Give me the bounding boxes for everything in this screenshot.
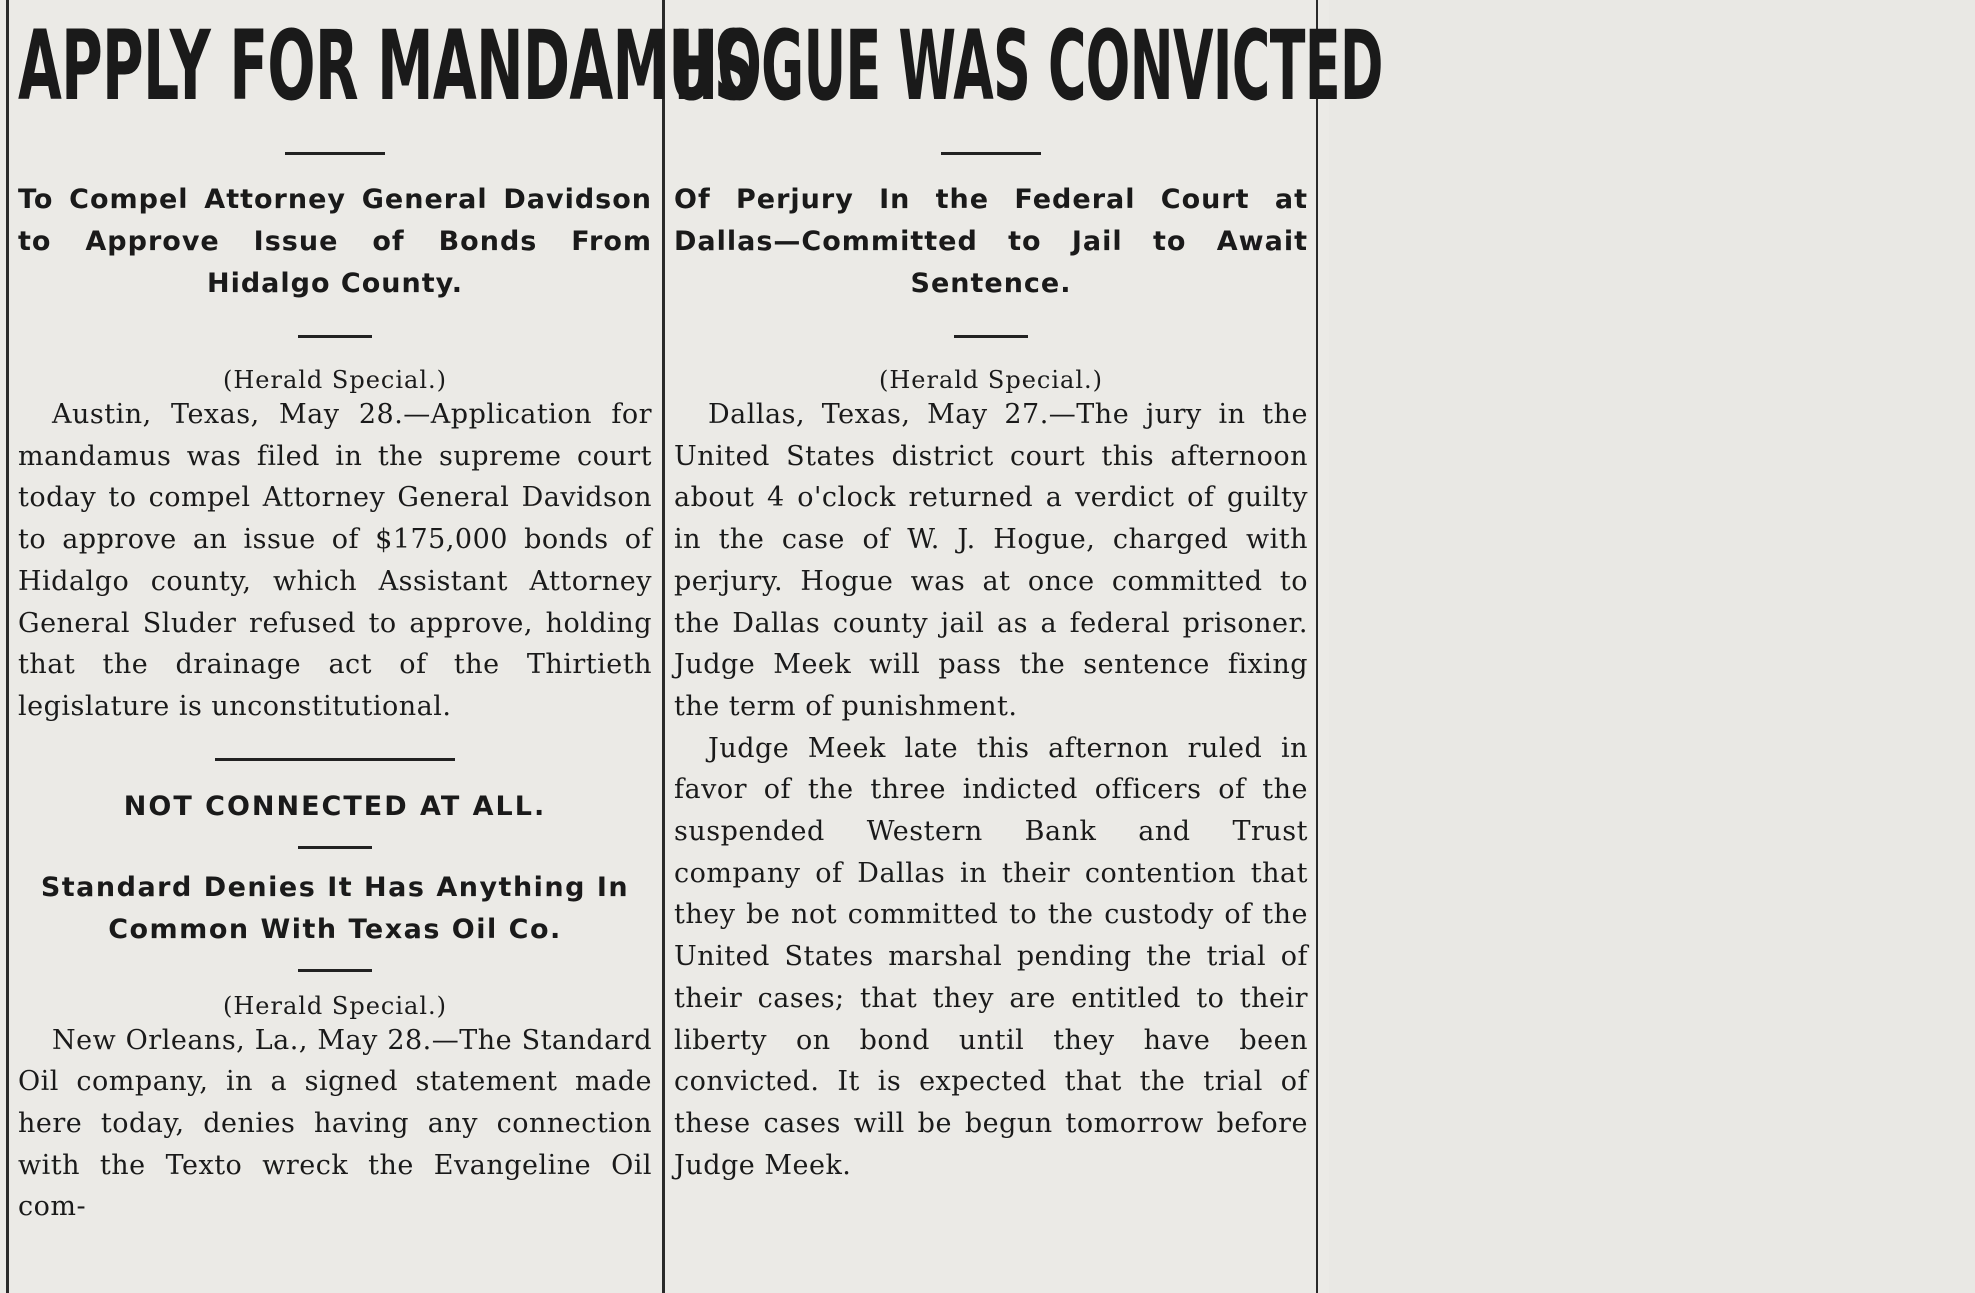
- dateline-hogue: (Herald Special.): [878, 366, 1104, 394]
- section-rule: [215, 758, 455, 761]
- body-hogue-paragraph: Dallas, Texas, May 27.—The jury in the United States district court this afternoon about 4 o'clock returned a verdict of guilty in the case of W. J. Hogue, charged with perjury. Hogue was at once committed to the Dallas county jail as a federal prisoner. Judge Meek will pass the sentence fixing the term of punishment.: [674, 399, 1308, 722]
- headline-hogue: HOGUE WAS CONVICTED: [674, 10, 1383, 122]
- column-rule-left: [6, 0, 9, 1293]
- divider-rule: [298, 846, 372, 849]
- dateline-not-connected: (Herald Special.): [222, 991, 448, 1020]
- divider-rule: [298, 969, 372, 972]
- deck-mandamus: To Compel Attorney General Davidson to Approve Issue of Bonds From Hidalgo County.: [18, 184, 652, 299]
- left-column: [18, 0, 755, 1293]
- divider-rule: [298, 335, 372, 338]
- divider-rule: [285, 152, 385, 155]
- deck-hogue: Of Perjury In the Federal Court at Dallas—Committed to Jail to Await Sentence.: [674, 184, 1308, 299]
- divider-rule: [941, 152, 1041, 155]
- column-rule-right: [1316, 0, 1318, 1293]
- headline-not-connected: NOT CONNECTED AT ALL.: [123, 790, 547, 822]
- dateline-mandamus: (Herald Special.): [222, 366, 448, 394]
- deck-not-connected: Standard Denies It Has Anything In Common With Texas Oil Co.: [40, 871, 630, 945]
- column-rule-middle: [662, 0, 665, 1293]
- right-column: [674, 0, 1383, 1293]
- headline-mandamus: APPLY FOR MANDAMUS: [18, 10, 755, 122]
- divider-rule: [954, 335, 1028, 338]
- body-mandamus: Austin, Texas, May 28.—Application for mandamus was filed in the supreme court today to compel Attorney General Davidson to approve an issue of $175,000 bonds of Hidalgo county, which Assistant Attorney General Sluder refused to approve, holding that the drainage act of the Thirtieth legislature is unconstitutional.: [18, 399, 652, 722]
- body-not-connected: New Orleans, La., May 28.—The Standard Oil company, in a signed statement made here today, denies having any connection with the Texto wreck the Evangeline Oil com-: [18, 1024, 652, 1223]
- body-hogue-paragraph: Judge Meek late this afternon ruled in favor of the three indicted officers of the suspended Western Bank and Trust company of Dallas in their contention that they be not committed to the custody of the United States marshal pending the trial of their cases; that they are entitled to their liberty on bond until they have been convicted. It is expected that the trial of these cases will be begun tomorrow before Judge Meek.: [674, 732, 1308, 1181]
